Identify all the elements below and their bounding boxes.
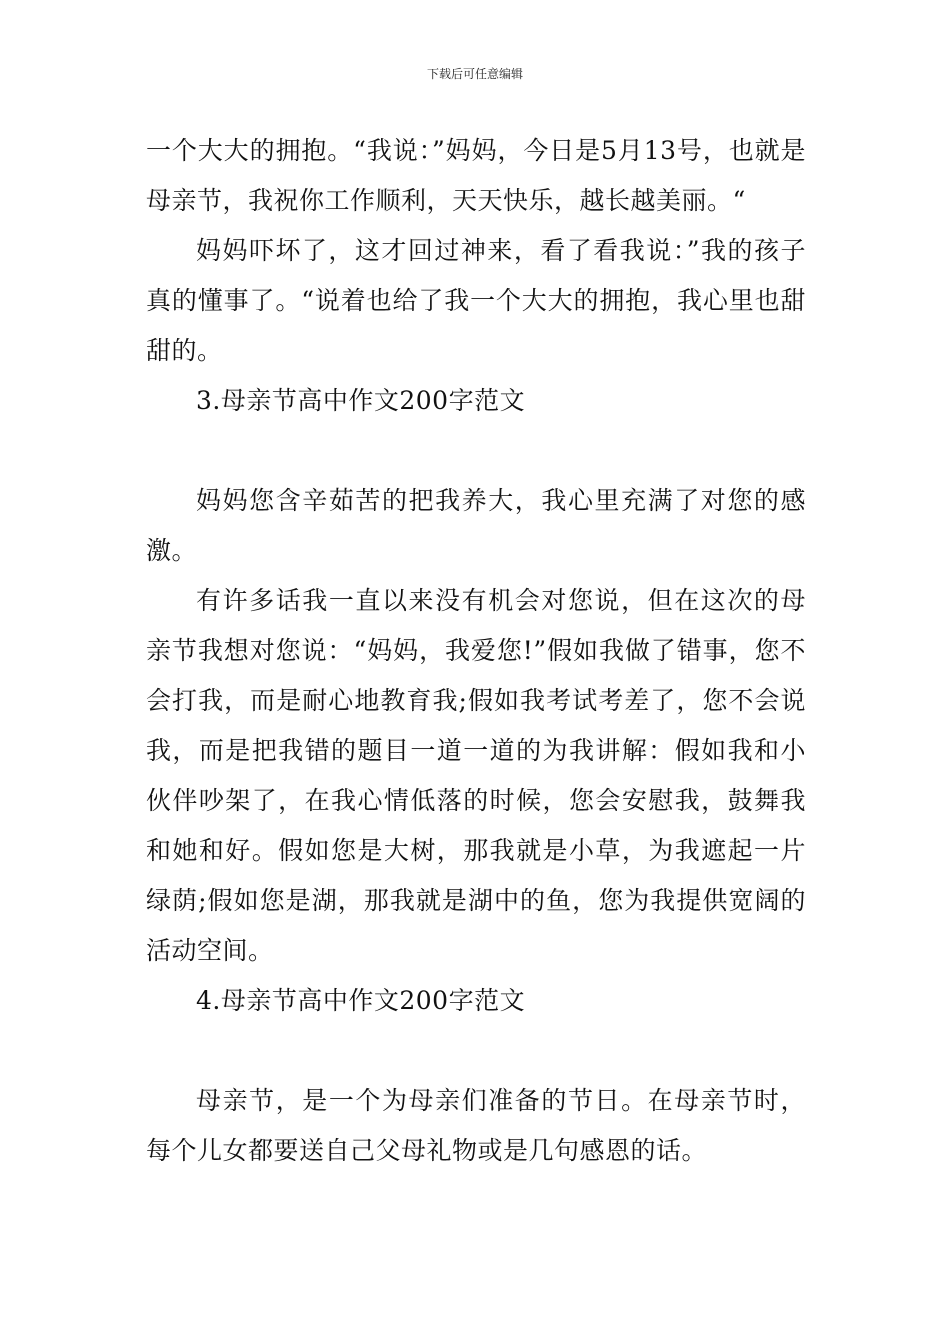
paragraph-5: 母亲节，是一个为母亲们准备的节日。在母亲节时，每个儿女都要送自己父母礼物或是几句感恩的话。 [146, 1086, 806, 1165]
blank-line [146, 1026, 806, 1076]
paragraph-4: 有许多话我一直以来没有机会对您说，但在这次的母亲节我想对您说：“妈妈，我爱您!”假如我做了错事，您不会打我，而是耐心地教育我;假如我考试考差了，您不会说我，而是把我错的题目一道一道的为我讲解：假如我和小伙伴吵架了，在我心情低落的时候，您会安慰我，鼓舞我和她和好。假如您是大树，那我就是小草，为我遮起一片绿荫;假如您是湖，那我就是湖中的鱼，您为我提供宽阔的活动空间。 [146, 586, 806, 965]
section-heading-3: 3.母亲节高中作文200字范文 [196, 386, 526, 415]
document-body [146, 126, 806, 1176]
section-heading-4: 4.母亲节高中作文200字范文 [196, 986, 526, 1015]
header-note: 下载后可任意编辑 [426, 67, 523, 81]
paragraph-2: 妈妈吓坏了，这才回过神来，看了看我说：”我的孩子真的懂事了。“说着也给了我一个大大的拥抱，我心里也甜甜的。 [146, 236, 806, 365]
paragraph-1: 一个大大的拥抱。“我说：”妈妈，今日是5月13号，也就是母亲节，我祝你工作顺利，天天快乐，越长越美丽。“ [146, 136, 806, 215]
blank-line [146, 426, 806, 476]
paragraph-3: 妈妈您含辛茹苦的把我养大，我心里充满了对您的感激。 [146, 486, 806, 565]
